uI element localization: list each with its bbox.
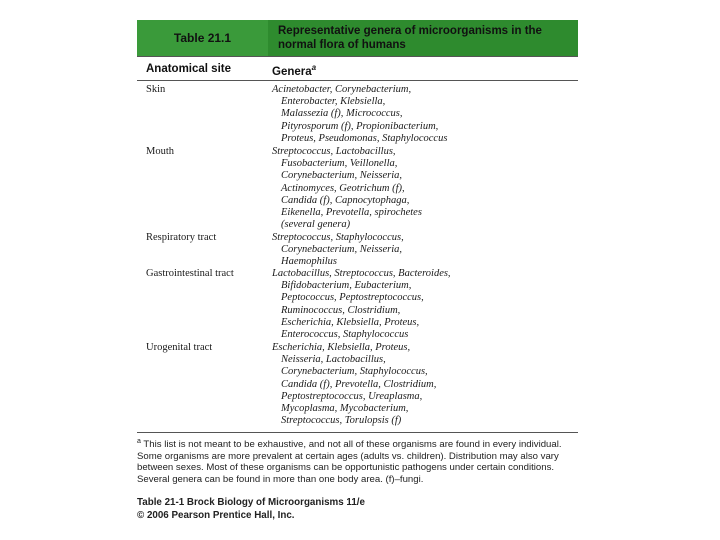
genera-line: Proteus, Pseudomonas, Staphylococcus bbox=[281, 132, 448, 144]
column-header-genera bbox=[272, 63, 316, 78]
genera-line: Bifidobacterium, Eubacterium, bbox=[281, 280, 412, 292]
footnote-text: This list is not meant to be exhaustive, and not all of these organisms are found in every individual. Some organisms are more prevalent at certain ages (adults vs. children). Distribution may also vary between sexes. Most of these organisms can be opportunistic pathogens under certain conditions. Several genera can be found in more than one body area. (f)–fungi. bbox=[137, 439, 562, 485]
anatomical-site-cell: Respiratory tract bbox=[146, 232, 217, 243]
anatomical-site-cell: Gastrointestinal tract bbox=[146, 268, 234, 279]
caption-line-1: Table 21-1 Brock Biology of Microorganisms 11/e bbox=[137, 497, 365, 508]
genera-line: Fusobacterium, Veillonella, bbox=[281, 158, 398, 170]
genera-cell bbox=[272, 232, 572, 269]
table-header-bar bbox=[137, 20, 578, 56]
column-header-site: Anatomical site bbox=[146, 63, 231, 75]
genera-cell bbox=[272, 342, 572, 427]
genera-line: Streptococcus, Lactobacillus, bbox=[272, 146, 396, 157]
genera-line: Streptococcus, Torulopsis (f) bbox=[281, 415, 402, 427]
genera-line: Mycoplasma, Mycobacterium, bbox=[281, 403, 409, 415]
genera-cell bbox=[272, 146, 572, 231]
genera-cell bbox=[272, 84, 572, 145]
genera-line: Actinomyces, Geotrichum (f), bbox=[281, 182, 405, 194]
bottom-rule bbox=[137, 432, 578, 433]
genera-line: Enterobacter, Klebsiella, bbox=[281, 96, 386, 108]
genera-line: Corynebacterium, Neisseria, bbox=[281, 244, 403, 256]
figure-caption bbox=[137, 496, 365, 522]
genera-line: Corynebacterium, Neisseria, bbox=[281, 170, 403, 182]
genera-line: Acinetobacter, Corynebacterium, bbox=[272, 84, 412, 95]
genera-line: Candida (f), Capnocytophaga, bbox=[281, 194, 410, 206]
genera-line: Peptococcus, Peptostreptococcus, bbox=[281, 292, 424, 304]
footnote-marker: a bbox=[137, 438, 141, 445]
top-rule bbox=[137, 56, 578, 57]
anatomical-site-cell: Skin bbox=[146, 84, 166, 95]
column-header-footnote-marker: a bbox=[311, 63, 317, 72]
genera-line: Candida (f), Prevotella, Clostridium, bbox=[281, 378, 437, 390]
genera-cell bbox=[272, 268, 572, 341]
genera-line: Eikenella, Prevotella, spirochetes bbox=[281, 207, 422, 219]
table-number: Table 21.1 bbox=[137, 20, 268, 56]
genera-line: Pityrosporum (f), Propionibacterium, bbox=[281, 120, 439, 132]
footnote bbox=[137, 436, 577, 486]
table-title: Representative genera of microorganisms in the normal flora of humans bbox=[278, 25, 542, 51]
genera-line: Malassezia (f), Micrococcus, bbox=[281, 108, 403, 120]
genera-line: Lactobacillus, Streptococcus, Bacteroides, bbox=[272, 268, 451, 279]
caption-line-2: © 2006 Pearson Prentice Hall, Inc. bbox=[137, 510, 295, 521]
genera-line: Escherichia, Klebsiella, Proteus, bbox=[272, 342, 411, 353]
genera-line: Peptostreptococcus, Ureaplasma, bbox=[281, 390, 423, 402]
genera-line: (several genera) bbox=[281, 219, 351, 231]
column-header-genera-label: Genera bbox=[272, 65, 312, 78]
genera-line: Corynebacterium, Staphylococcus, bbox=[281, 366, 428, 378]
genera-line: Enterococcus, Staphylococcus bbox=[281, 329, 409, 341]
genera-line: Escherichia, Klebsiella, Proteus, bbox=[281, 316, 420, 328]
anatomical-site-cell: Urogenital tract bbox=[146, 342, 213, 353]
genera-line: Ruminococcus, Clostridium, bbox=[281, 304, 401, 316]
anatomical-site-cell: Mouth bbox=[146, 146, 175, 157]
header-rule bbox=[137, 80, 578, 81]
genera-line: Neisseria, Lactobacillus, bbox=[281, 354, 386, 366]
genera-line: Haemophilus bbox=[281, 256, 337, 268]
genera-line: Streptococcus, Staphylococcus, bbox=[272, 232, 404, 243]
